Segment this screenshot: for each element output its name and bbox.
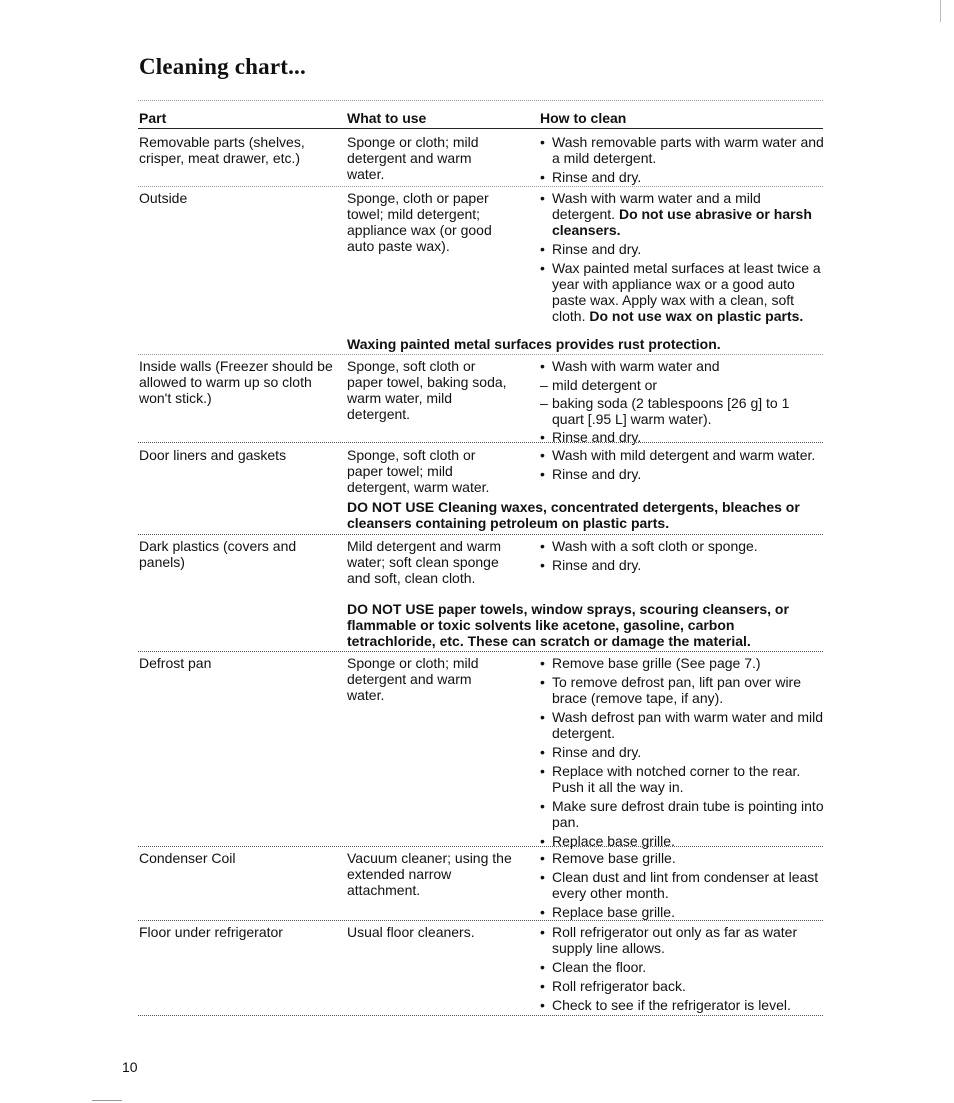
warning-text: Do not use wax on plastic parts.: [589, 308, 804, 324]
warning-plastic-parts: DO NOT USE Cleaning waxes, concentrated detergents, bleaches or cleansers containing petroleum on plastic parts.: [347, 499, 800, 531]
list-item: • Replace with notched corner to the rear. Push it all the way in.: [540, 763, 825, 795]
what-dark-plastics: Mild detergent and warm water; soft clean sponge and soft, clean cloth.: [347, 538, 502, 586]
footer-rule: [92, 1100, 122, 1101]
list-item: • Wash with warm water and a mild detergent. Do not use abrasive or harsh cleansers.: [540, 190, 825, 238]
what-condenser-coil: Vacuum cleaner; using the extended narrow attachment.: [347, 850, 512, 898]
list-item: • Wash with a soft cloth or sponge.: [540, 538, 825, 554]
divider: [138, 100, 823, 101]
how-defrost-pan: [540, 655, 825, 852]
list-item: • Make sure defrost drain tube is pointing into pan.: [540, 798, 825, 830]
part-defrost-pan: Defrost pan: [139, 655, 212, 671]
divider: [138, 651, 823, 652]
column-header-part: Part: [139, 110, 167, 126]
column-header-what-to-use: What to use: [347, 110, 427, 126]
warning-text: Do not use abrasive or harsh cleansers.: [552, 206, 812, 238]
divider: [138, 354, 823, 355]
how-removable-parts: [540, 134, 825, 188]
list-item: • Rinse and dry.: [540, 169, 825, 185]
part-condenser-coil: Condenser Coil: [139, 850, 236, 866]
divider: [138, 846, 823, 847]
list-item: • Remove base grille.: [540, 850, 825, 866]
list-item: • Replace base grille.: [540, 833, 825, 849]
how-outside: [540, 190, 825, 327]
list-subitem: – mild detergent or: [540, 377, 825, 393]
part-floor-under-refrigerator: Floor under refrigerator: [139, 924, 283, 940]
divider: [138, 1015, 823, 1016]
what-floor-under-refrigerator: Usual floor cleaners.: [347, 924, 475, 940]
part-door-liners: Door liners and gaskets: [139, 447, 287, 463]
list-item: • Clean dust and lint from condenser at least every other month.: [540, 869, 825, 901]
what-outside: Sponge, cloth or paper towel; mild detergent; appliance wax (or good auto paste wax).: [347, 190, 492, 254]
list-item: • Rinse and dry.: [540, 466, 825, 482]
list-item: • Replace base grille.: [540, 904, 825, 920]
list-item: • Wax painted metal surfaces at least twice a year with appliance wax or a good auto paste wax. Apply wax with a clean, soft cloth. Do not use wax on plastic parts.: [540, 260, 825, 324]
list-item: • Rinse and dry.: [540, 429, 825, 445]
how-door-liners: [540, 447, 825, 485]
divider: [138, 920, 823, 921]
part-inside-walls: Inside walls (Freezer should be allowed to warm up so cloth won't stick.): [139, 358, 333, 406]
how-dark-plastics: [540, 538, 825, 576]
how-floor-under-refrigerator: [540, 924, 825, 1016]
list-item: • Remove base grille (See page 7.): [540, 655, 825, 671]
what-removable-parts: Sponge or cloth; mild detergent and warm water.: [347, 134, 479, 182]
part-removable-parts: Removable parts (shelves, crisper, meat drawer, etc.): [139, 134, 305, 166]
warning-dark-plastics: DO NOT USE paper towels, window sprays, scouring cleansers, or flammable or toxic solvents like acetone, gasoline, carbon tetrachloride, etc. These can scratch or damage the material.: [347, 601, 789, 649]
list-item: • Wash with warm water and: [540, 358, 825, 374]
page-number: 10: [122, 1059, 138, 1075]
divider: [138, 534, 823, 535]
how-inside-walls: [540, 358, 825, 448]
list-subitem: – baking soda (2 tablespoons [26 g] to 1 quart [.95 L] warm water).: [540, 395, 825, 427]
list-item: • To remove defrost pan, lift pan over wire brace (remove tape, if any).: [540, 674, 825, 706]
part-outside: Outside: [139, 190, 188, 206]
list-item: • Roll refrigerator out only as far as water supply line allows.: [540, 924, 825, 956]
header-underline: [138, 128, 823, 129]
list-item: • Rinse and dry.: [540, 744, 825, 760]
what-inside-walls: Sponge, soft cloth or paper towel, baking soda, warm water, mild detergent.: [347, 358, 507, 422]
how-condenser-coil: [540, 850, 825, 923]
page-edge-mark: [940, 0, 941, 22]
part-dark-plastics: Dark plastics (covers and panels): [139, 538, 297, 570]
list-item: • Wash defrost pan with warm water and mild detergent.: [540, 709, 825, 741]
list-item: • Check to see if the refrigerator is level.: [540, 997, 825, 1013]
divider: [138, 186, 823, 187]
what-defrost-pan: Sponge or cloth; mild detergent and warm water.: [347, 655, 479, 703]
what-door-liners: Sponge, soft cloth or paper towel; mild detergent, warm water.: [347, 447, 490, 495]
list-item: • Roll refrigerator back.: [540, 978, 825, 994]
note-rust-protection: Waxing painted metal surfaces provides rust protection.: [347, 336, 721, 352]
list-item: • Rinse and dry.: [540, 557, 825, 573]
list-item: • Rinse and dry.: [540, 241, 825, 257]
page-title: Cleaning chart...: [139, 54, 306, 79]
column-header-how-to-clean: How to clean: [540, 110, 627, 126]
list-item: • Clean the floor.: [540, 959, 825, 975]
list-item: • Wash with mild detergent and warm water.: [540, 447, 825, 463]
divider: [138, 442, 823, 443]
list-item: • Wash removable parts with warm water and a mild detergent.: [540, 134, 825, 166]
